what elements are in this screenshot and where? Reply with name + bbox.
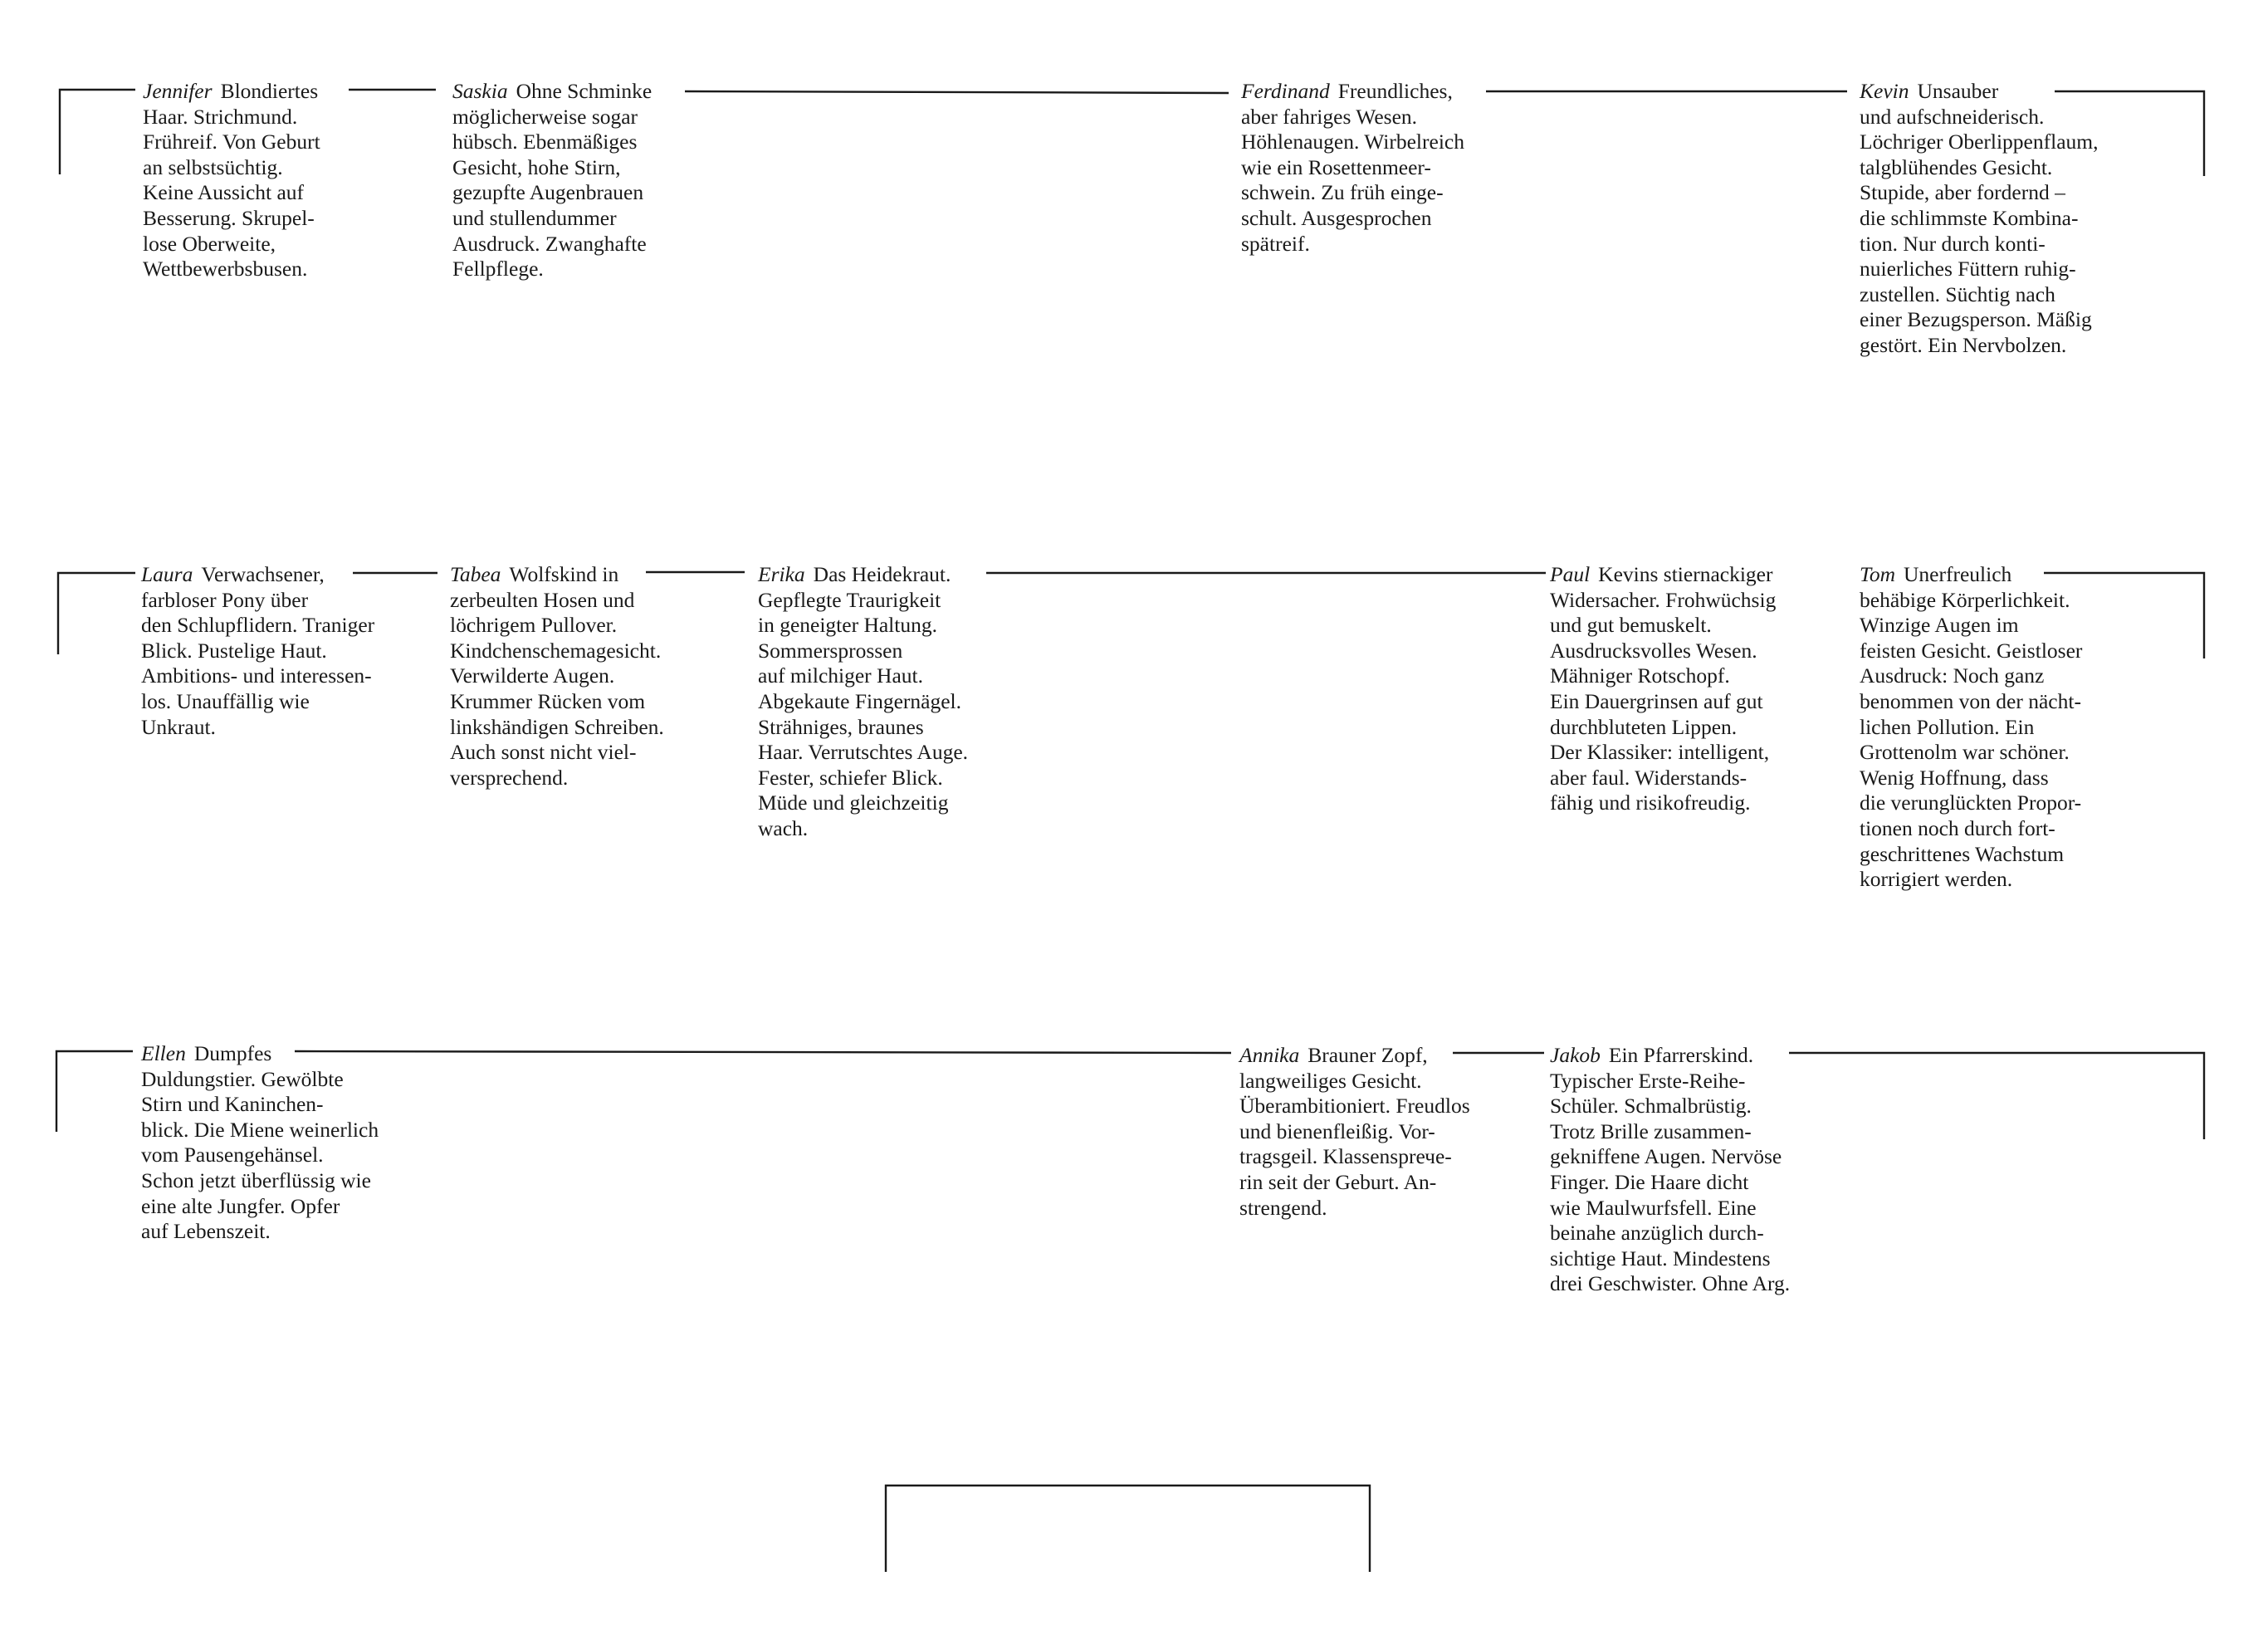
student-erika: Erika Das Heidekraut. Gepflegte Traurigkeit in geneigter Haltung. Sommersprossen auf milchiger Haut. Abgekaute Fingernägel. Strähniges, braunes Haar. Verrutschtes Auge. Fester, schiefer Blick. Müde und gleichzeitig wach. bbox=[758, 562, 969, 840]
student-name: Ferdinand bbox=[1241, 79, 1330, 103]
student-laura: Laura Verwachsener, farbloser Pony über den Schlupflidern. Traniger Blick. Pustelige Haut. Ambitions- und interessen- los. Unauffällig wie Unkraut. bbox=[141, 562, 375, 739]
student-kevin: Kevin Unsauber und aufschneiderisch. Löchriger Oberlippenflaum, talgblühendes Gesicht. Stupide, aber fordernd – die schlimmste Kombina- tion. Nur durch konti- nuierliches Füttern ruhig- zustellen. Süchtig nach einer Bezugsperson. Mäßig gestört. Ein Nervbolzen. bbox=[1860, 79, 2099, 357]
student-ferdinand: Ferdinand Freundliches, aber fahriges Wesen. Höhlenaugen. Wirbelreich wie ein Rosettenmeer- schwein. Zu früh einge- schult. Ausgesprochen spätreif. bbox=[1241, 79, 1464, 256]
student-name: Laura bbox=[141, 562, 193, 586]
student-saskia: Saskia Ohne Schminke möglicherweise sogar hübsch. Ebenmäßiges Gesicht, hohe Stirn, gezupfte Augenbrauen und stullendummer Ausdruck. Zwanghafte Fellpflege. bbox=[452, 79, 653, 281]
student-jakob: Jakob Ein Pfarrerskind. Typischer Erste-Reihe- Schüler. Schmalbrüstig. Trotz Brille zusammen- gekniffene Augen. Nervöse Finger. Die Haare dicht wie Maulwurfsfell. Eine beinahe anzüglich durch- sichtige Haut. Mindestens drei Geschwister. Ohne Arg. bbox=[1550, 1043, 1791, 1296]
student-name: Jennifer bbox=[143, 79, 213, 103]
student-name: Saskia bbox=[452, 79, 508, 103]
student-name: Erika bbox=[758, 562, 805, 586]
student-ellen: Ellen Dumpfes Duldungstier. Gewölbte Stirn und Kaninchen- blick. Die Miene weinerlich vom Pausengehänsel. Schon jetzt überflüssig wie eine alte Jungfer. Opfer auf Lebenszeit. bbox=[141, 1041, 379, 1244]
student-tom: Tom Unerfreulich behäbige Körperlichkeit. Winzige Augen im feisten Gesicht. Geistloser Ausdruck: Noch ganz benommen von der nächt- lichen Pollution. Ein Grottenolm war schöner. Wenig Hoffnung, dass die verunglückten Propor- tionen noch durch fort- geschrittenes Wachstum korrigiert werden. bbox=[1860, 562, 2083, 892]
student-annika: Annika Brauner Zopf, langweiliges Gesicht. Überambitioniert. Freudlos und bienenfleißig. Vor- tragsgeil. Klassensprече- rin seit der Geburt. An- strengend. bbox=[1239, 1043, 1470, 1220]
student-paul: Paul Kevins stiernackiger Widersacher. Frohwüchsig und gut bemuskelt. Ausdrucksvolles Wesen. Mähniger Rotschopf. Ein Dauergrinsen auf gut durchbluteten Lippen. Der Klassiker: intelligent, aber faul. Widerstands- fähig und risikofreudig. bbox=[1550, 562, 1777, 815]
student-name: Paul bbox=[1550, 562, 1591, 586]
student-name: Jakob bbox=[1550, 1043, 1601, 1067]
student-name: Tabea bbox=[450, 562, 501, 586]
student-name: Annika bbox=[1239, 1043, 1300, 1067]
student-jennifer: Jennifer Blondiertes Haar. Strichmund. Frühreif. Von Geburt an selbstsüchtig. Keine Aussicht auf Besserung. Skrupel- lose Oberweite, Wettbewerbsbusen. bbox=[143, 79, 320, 281]
student-name: Tom bbox=[1860, 562, 1896, 586]
student-tabea: Tabea Wolfskind in zerbeulten Hosen und löchrigem Pullover. Kindchenschemagesicht. Verwilderte Augen. Krummer Rücken vom linkshändigen Schreiben. Auch sonst nicht viel- versprechend. bbox=[450, 562, 664, 790]
student-name: Ellen bbox=[141, 1041, 186, 1065]
student-name: Kevin bbox=[1860, 79, 1909, 103]
teacher-desk bbox=[886, 1486, 1370, 1572]
